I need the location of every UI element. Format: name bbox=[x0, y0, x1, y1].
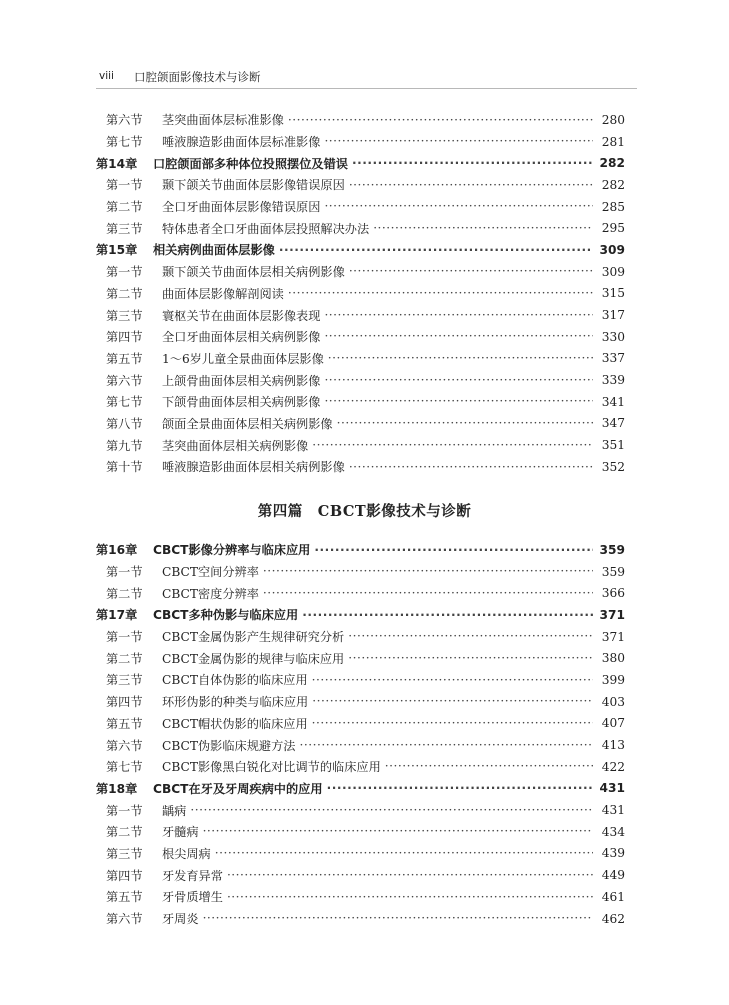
toc-chapter-entry[interactable] bbox=[96, 604, 625, 626]
toc-entry-title: CBCT帽状伪影的临床应用 bbox=[162, 716, 308, 731]
toc-entry-page: 282 bbox=[601, 177, 625, 192]
toc-entry-title: 特体患者全口牙曲面体层投照解决办法 bbox=[162, 221, 370, 236]
toc-section-entry[interactable] bbox=[96, 864, 625, 886]
dot-leader bbox=[227, 890, 593, 905]
toc-section-entry[interactable] bbox=[96, 217, 625, 239]
toc-entry-label: 第七节 bbox=[106, 135, 143, 150]
toc-entry-page: 371 bbox=[599, 607, 625, 622]
toc-entry-page: 431 bbox=[599, 781, 625, 796]
toc-entry-title: 颌面全景曲面体层相关病例影像 bbox=[162, 416, 333, 431]
toc-entry-title: 全口牙曲面体层相关病例影像 bbox=[162, 330, 321, 345]
toc-entry-label: 第六节 bbox=[106, 113, 143, 128]
toc-entry-label: 第四节 bbox=[106, 868, 143, 883]
toc-entry-page: 295 bbox=[601, 221, 625, 236]
toc-entry-title: CBCT金属伪影的规律与临床应用 bbox=[162, 651, 345, 666]
toc-entry-page: 403 bbox=[601, 694, 625, 709]
toc-entry-title: 曲面体层影像解剖阅读 bbox=[162, 286, 284, 301]
toc-entry-page: 330 bbox=[601, 329, 625, 344]
toc-entry-title: CBCT金属伪影产生规律研究分析 bbox=[162, 630, 345, 645]
dot-leader bbox=[327, 781, 593, 796]
toc-entry-page: 337 bbox=[601, 351, 625, 366]
running-header bbox=[96, 66, 637, 89]
toc-section-entry[interactable] bbox=[96, 456, 625, 478]
toc-list-top bbox=[96, 109, 625, 478]
dot-leader bbox=[312, 694, 593, 709]
toc-entry-page: 285 bbox=[601, 199, 625, 214]
toc-entry-page: 462 bbox=[601, 911, 625, 926]
dot-leader bbox=[337, 416, 593, 431]
toc-entry-title: CBCT影像黑白锐化对比调节的临床应用 bbox=[162, 760, 381, 775]
toc-entry-label: 第五节 bbox=[106, 351, 143, 366]
part-title: 第四篇 CBCT影像技术与诊断 bbox=[257, 503, 472, 520]
toc-entry-label: 第四节 bbox=[106, 330, 143, 345]
toc-entry-title: 相关病例曲面体层影像 bbox=[153, 243, 275, 258]
toc-entry-label: 第二节 bbox=[106, 825, 143, 840]
toc-entry-label: 第八节 bbox=[106, 416, 143, 431]
toc-section-entry[interactable] bbox=[96, 669, 625, 691]
toc-entry-page: 339 bbox=[601, 373, 625, 388]
toc-entry-title: CBCT空间分辨率 bbox=[162, 565, 259, 580]
toc-entry-title: 寰枢关节在曲面体层影像表现 bbox=[162, 308, 321, 323]
toc-entry-title: CBCT密度分辨率 bbox=[162, 586, 259, 601]
dot-leader bbox=[227, 868, 593, 883]
toc-entry-page: 434 bbox=[601, 824, 625, 839]
toc-entry-title: 全口牙曲面体层影像错误原因 bbox=[162, 200, 321, 215]
toc-entry-label: 第七节 bbox=[106, 395, 143, 410]
dot-leader bbox=[349, 460, 593, 475]
dot-leader bbox=[324, 394, 593, 409]
dot-leader bbox=[324, 199, 593, 214]
toc-entry-label: 第三节 bbox=[106, 308, 143, 323]
toc-entry-label: 第14章 bbox=[96, 156, 138, 171]
toc-entry-page: 413 bbox=[601, 738, 625, 753]
toc-entry-title: 上颌骨曲面体层相关病例影像 bbox=[162, 373, 321, 388]
dot-leader bbox=[314, 543, 593, 558]
toc-entry-title: CBCT影像分辨率与临床应用 bbox=[153, 543, 311, 558]
dot-leader bbox=[312, 438, 593, 453]
toc-entry-title: 茎突曲面体层标准影像 bbox=[162, 113, 284, 128]
toc-entry-title: 下颌骨曲面体层相关病例影像 bbox=[162, 395, 321, 410]
toc-entry-label: 第三节 bbox=[106, 673, 143, 688]
toc-section-entry[interactable] bbox=[96, 326, 625, 348]
toc-entry-title: CBCT在牙及牙周疾病中的应用 bbox=[153, 781, 323, 796]
dot-leader bbox=[203, 911, 593, 926]
toc-section-entry[interactable] bbox=[96, 582, 625, 604]
toc-section-entry[interactable] bbox=[96, 261, 625, 283]
toc-list-bottom bbox=[96, 539, 625, 929]
toc-entry-label: 第五节 bbox=[106, 716, 143, 731]
toc-entry-page: 422 bbox=[601, 759, 625, 774]
dot-leader bbox=[324, 134, 593, 149]
toc-section-entry[interactable] bbox=[96, 434, 625, 456]
dot-leader bbox=[288, 286, 593, 301]
toc-entry-title: CBCT多种伪影与临床应用 bbox=[153, 608, 299, 623]
toc-entry-label: 第四节 bbox=[106, 695, 143, 710]
toc-entry-label: 第二节 bbox=[106, 286, 143, 301]
toc-entry-page: 359 bbox=[601, 564, 625, 579]
toc-entry-label: 第三节 bbox=[106, 846, 143, 861]
toc-section-entry[interactable] bbox=[96, 348, 625, 370]
toc-entry-title: 1～6岁儿童全景曲面体层影像 bbox=[162, 351, 324, 366]
toc-entry-page: 366 bbox=[601, 586, 625, 601]
toc-entry-title: 唾液腺造影曲面体层标准影像 bbox=[162, 135, 321, 150]
toc-entry-label: 第17章 bbox=[96, 608, 138, 623]
dot-leader bbox=[352, 156, 593, 171]
dot-leader bbox=[279, 243, 593, 258]
toc-entry-label: 第一节 bbox=[106, 565, 143, 580]
toc-entry-title: 颞下颌关节曲面体层影像错误原因 bbox=[162, 178, 345, 193]
toc-chapter-entry[interactable] bbox=[96, 778, 625, 800]
dot-leader bbox=[215, 846, 593, 861]
toc-entry-label: 第九节 bbox=[106, 438, 143, 453]
toc-entry-page: 371 bbox=[601, 629, 625, 644]
toc-entry-label: 第18章 bbox=[96, 781, 138, 796]
toc-chapter-entry[interactable] bbox=[96, 239, 625, 261]
toc-entry-page: 461 bbox=[601, 889, 625, 904]
toc-section-entry[interactable] bbox=[96, 283, 625, 305]
toc-entry-title: 环形伪影的种类与临床应用 bbox=[162, 695, 309, 710]
toc-entry-page: 351 bbox=[601, 438, 625, 453]
dot-leader bbox=[385, 759, 593, 774]
toc-section-entry[interactable] bbox=[96, 626, 625, 648]
dot-leader bbox=[349, 178, 593, 193]
toc-entry-page: 407 bbox=[601, 716, 625, 731]
toc-section-entry[interactable] bbox=[96, 109, 625, 131]
toc-section-entry[interactable] bbox=[96, 391, 625, 413]
toc-section-entry[interactable] bbox=[96, 734, 625, 756]
dot-leader bbox=[373, 221, 593, 236]
toc-entry-page: 281 bbox=[601, 134, 625, 149]
toc-entry-label: 第二节 bbox=[106, 651, 143, 666]
toc-entry-page: 347 bbox=[601, 416, 625, 431]
toc-entry-page: 380 bbox=[601, 651, 625, 666]
toc-chapter-entry[interactable] bbox=[96, 539, 625, 561]
toc-section-entry[interactable] bbox=[96, 369, 625, 391]
toc-entry-label: 第一节 bbox=[106, 265, 143, 280]
dot-leader bbox=[263, 564, 593, 579]
dot-leader bbox=[328, 351, 593, 366]
toc-entry-page: 282 bbox=[599, 156, 625, 171]
toc-entry-label: 第六节 bbox=[106, 373, 143, 388]
toc-section-entry[interactable] bbox=[96, 647, 625, 669]
dot-leader bbox=[263, 586, 593, 601]
toc-entry-label: 第二节 bbox=[106, 200, 143, 215]
toc-entry-page: 352 bbox=[601, 459, 625, 474]
dot-leader bbox=[348, 651, 593, 666]
dot-leader bbox=[203, 824, 593, 839]
toc-entry-page: 315 bbox=[601, 286, 625, 301]
toc-entry-page: 309 bbox=[599, 242, 625, 257]
toc-entry-label: 第十节 bbox=[106, 460, 143, 475]
toc-section-entry[interactable] bbox=[96, 413, 625, 435]
toc-section-entry[interactable] bbox=[96, 756, 625, 778]
toc-entry-title: 龋病 bbox=[162, 803, 187, 818]
toc-entry-title: 牙骨质增生 bbox=[162, 890, 223, 905]
toc-entry-page: 439 bbox=[601, 846, 625, 861]
toc-entry-label: 第16章 bbox=[96, 543, 138, 558]
dot-leader bbox=[312, 673, 593, 688]
toc-entry-page: 280 bbox=[601, 112, 625, 127]
toc-entry-title: 颞下颌关节曲面体层相关病例影像 bbox=[162, 265, 345, 280]
toc-section-entry[interactable] bbox=[96, 304, 625, 326]
toc-entry-title: 口腔颌面部多种体位投照摆位及错误 bbox=[153, 156, 348, 171]
dot-leader bbox=[324, 308, 593, 323]
toc-section-entry[interactable] bbox=[96, 691, 625, 713]
toc-entry-label: 第一节 bbox=[106, 178, 143, 193]
toc-entry-label: 第六节 bbox=[106, 738, 143, 753]
dot-leader bbox=[312, 716, 593, 731]
toc-section-entry[interactable] bbox=[96, 843, 625, 865]
toc-entry-title: 根尖周病 bbox=[162, 846, 211, 861]
dot-leader bbox=[190, 803, 593, 818]
toc-section-entry[interactable] bbox=[96, 821, 625, 843]
toc-section-entry[interactable] bbox=[96, 561, 625, 583]
toc-entry-page: 431 bbox=[601, 803, 625, 818]
toc-entry-page: 309 bbox=[601, 264, 625, 279]
toc-entry-page: 399 bbox=[601, 672, 625, 687]
book-title: 口腔颌面影像技术与诊断 bbox=[134, 70, 261, 84]
toc-entry-page: 449 bbox=[601, 868, 625, 883]
toc-chapter-entry[interactable] bbox=[96, 152, 625, 174]
dot-leader bbox=[302, 608, 593, 623]
dot-leader bbox=[299, 738, 593, 753]
toc-entry-page: 341 bbox=[601, 394, 625, 409]
toc-entry-label: 第五节 bbox=[106, 890, 143, 905]
toc-entry-label: 第15章 bbox=[96, 243, 138, 258]
toc-section-entry[interactable] bbox=[96, 799, 625, 821]
toc-entry-title: 唾液腺造影曲面体层相关病例影像 bbox=[162, 460, 345, 475]
dot-leader bbox=[324, 373, 593, 388]
toc-entry-label: 第二节 bbox=[106, 586, 143, 601]
toc-entry-title: 茎突曲面体层相关病例影像 bbox=[162, 438, 309, 453]
toc-section-entry[interactable] bbox=[96, 131, 625, 153]
toc-section-entry[interactable] bbox=[96, 886, 625, 908]
toc-entry-page: 317 bbox=[601, 308, 625, 323]
toc-section-entry[interactable] bbox=[96, 196, 625, 218]
dot-leader bbox=[349, 264, 593, 279]
toc-entry-title: 牙发育异常 bbox=[162, 868, 223, 883]
toc-entry-label: 第三节 bbox=[106, 221, 143, 236]
toc-entry-label: 第六节 bbox=[106, 912, 143, 927]
dot-leader bbox=[324, 329, 593, 344]
toc-entry-label: 第一节 bbox=[106, 630, 143, 645]
toc-section-entry[interactable] bbox=[96, 908, 625, 930]
toc-entry-title: 牙周炎 bbox=[162, 912, 199, 927]
toc-section-entry[interactable] bbox=[96, 174, 625, 196]
toc-section-entry[interactable] bbox=[96, 713, 625, 735]
toc-entry-label: 第一节 bbox=[106, 803, 143, 818]
toc-entry-page: 359 bbox=[599, 542, 625, 557]
dot-leader bbox=[348, 629, 593, 644]
dot-leader bbox=[288, 113, 593, 128]
toc-entry-title: 牙髓病 bbox=[162, 825, 199, 840]
toc-entry-title: CBCT伪影临床规避方法 bbox=[162, 738, 296, 753]
page-number: viii bbox=[99, 70, 114, 82]
toc-entry-title: CBCT自体伪影的临床应用 bbox=[162, 673, 308, 688]
toc-entry-label: 第七节 bbox=[106, 760, 143, 775]
